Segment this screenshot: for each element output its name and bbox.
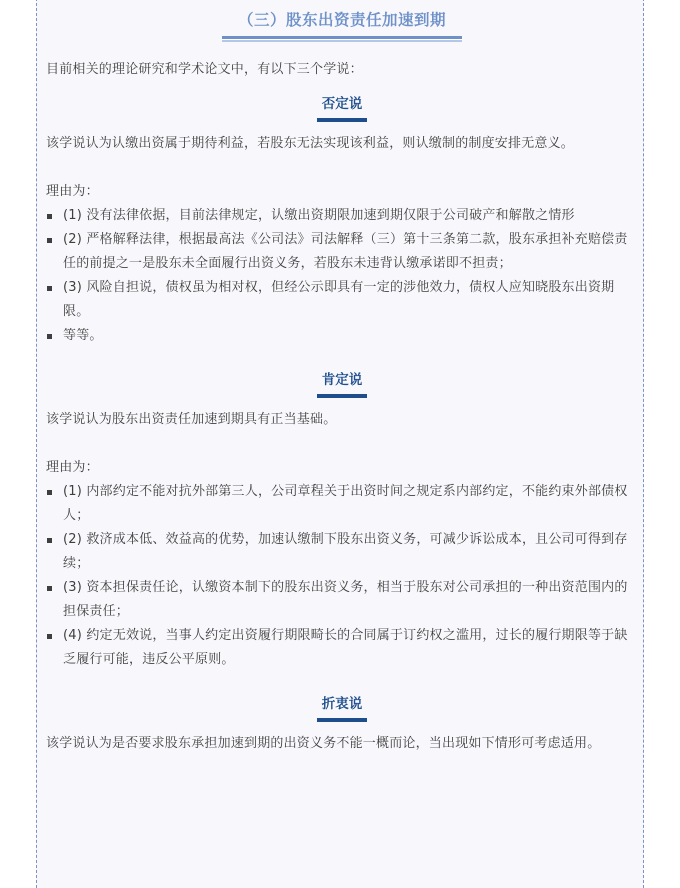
list-item: (1) 没有法律依据，目前法律规定，认缴出资期限加速到期仅限于公司破产和解散之情形	[46, 204, 638, 228]
heading-label: 肯定说	[317, 368, 368, 398]
list-item: (4) 约定无效说，当事人约定出资履行期限畸长的合同属于订约权之滥用，过长的履行期限等于缺乏履行可能，违反公平原则。	[46, 624, 638, 672]
reasons-label: 理由为：	[46, 184, 99, 199]
compromise-theory-statement: 该学说认为是否要求股东承担加速到期的出资义务不能一概而论，当出现如下情形可考虑适用。	[46, 736, 601, 751]
list-item: (2) 严格解释法律，根据最高法《公司法》司法解释（三）第十三条第二款，股东承担补充赔偿责任的前提之一是股东未全面履行出资义务，若股东未违背认缴承诺即不担责；	[46, 228, 638, 276]
negative-theory-heading	[46, 92, 638, 132]
list-item: (3) 风险自担说，债权虽为相对权，但经公示即具有一定的涉他效力，债权人应知晓股东出资期限。	[46, 276, 638, 324]
reasons-label: 理由为：	[46, 460, 99, 475]
negative-theory-statement: 该学说认为认缴出资属于期待利益，若股东无法实现该利益，则认缴制的制度安排无意义。	[46, 136, 575, 151]
article-content	[46, 0, 638, 756]
section-title: （三）股东出资责任加速到期	[226, 8, 458, 34]
negative-reasons-list	[46, 204, 638, 348]
list-item: (2) 救济成本低、效益高的优势，加速认缴制下股东出资义务，可减少诉讼成本，且公司可得到存续；	[46, 528, 638, 576]
list-item: (1) 内部约定不能对抗外部第三人，公司章程关于出资时间之规定系内部约定，不能约束外部债权人；	[46, 480, 638, 528]
affirmative-theory-heading	[46, 368, 638, 408]
compromise-theory-heading	[46, 692, 638, 732]
title-bar	[46, 0, 638, 52]
list-item: (3) 资本担保责任论，认缴资本制下的股东出资义务，相当于股东对公司承担的一种出资范围内的担保责任；	[46, 576, 638, 624]
affirmative-reasons-list	[46, 480, 638, 672]
heading-label: 否定说	[317, 92, 368, 122]
affirmative-theory-statement: 该学说认为股东出资责任加速到期具有正当基础。	[46, 412, 337, 427]
intro-paragraph: 目前相关的理论研究和学术论文中，有以下三个学说：	[46, 62, 363, 77]
list-item: 等等。	[46, 324, 638, 348]
heading-label: 折衷说	[317, 692, 368, 722]
